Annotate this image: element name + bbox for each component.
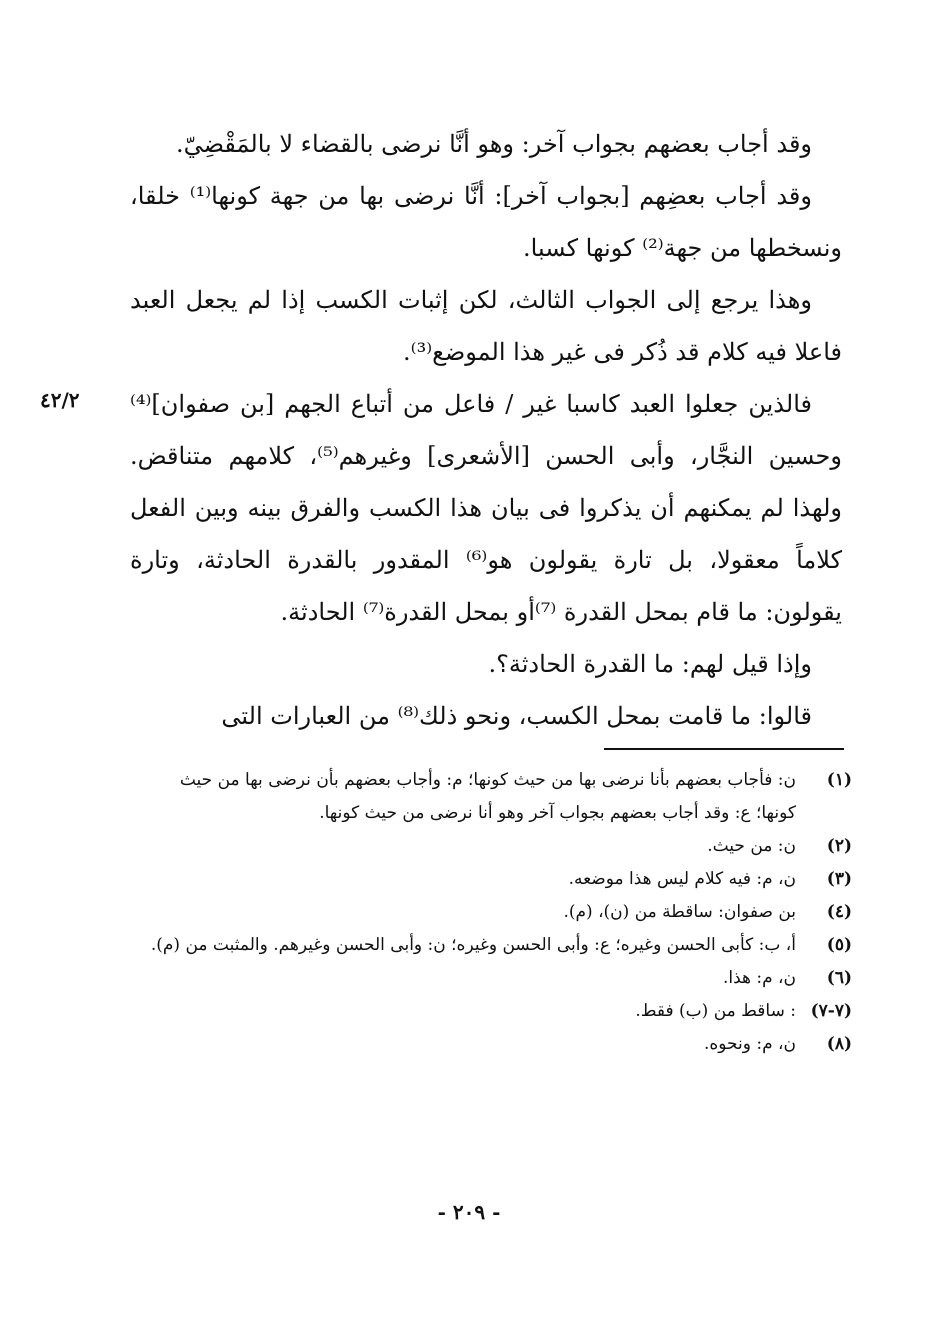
paragraph-4: فالذين جعلوا العبد كاسبا غير / فاعل من أتباع الجهم [بن صفوان]⁽⁴⁾ وحسين النجَّار، وأبى الحسن [الأشعرى] وغيرهم⁽⁵⁾، كلامهم متناقض. ولهذا لم يمكنهم أن يذكروا فى بيان هذا الكسب والفرق بينه وبين الفعل كلاماً معقولا، بل تارة يقولون هو⁽⁶⁾ المقدور بالقدرة الحادثة، وتارة يقولون: ما قام بمحل القدرة ⁽⁷⁾أو بمحل القدرة⁽⁷⁾ الحادثة. [130,390,843,626]
footnote-text: ن، م: فيه كلام ليس هذا موضعه. [568,869,796,889]
footnote-text: ن، م: ونحوه. [703,1034,796,1054]
footnote-text: ن: من حيث. [707,836,796,856]
main-text [130,118,842,742]
footnote-number: (٢) [826,836,852,856]
footnote [140,830,852,863]
footnote-number: (٣) [826,869,852,889]
footnote-number: (٦) [826,968,852,988]
footnote [140,962,852,995]
footnote-number: (٥) [826,935,852,955]
footnote-number: (٨) [826,1034,852,1054]
footnote [140,929,852,962]
paragraph-2: وقد أجاب بعضِهم [بجواب آخر]: أنَّا نرضى بها من جهة كونها⁽¹⁾ خلقا، ونسخطها من جهة⁽²⁾ كونها كسبا. [130,182,842,262]
paragraph-1: وقد أجاب بعضهم بجواب آخر: وهو أنَّا نرضى بالقضاء لا بالمَقْضِيّ. [175,130,812,158]
paragraph-6: قالوا: ما قامت بمحل الكسب، ونحو ذلك⁽⁸⁾ من العبارات التى [221,702,812,730]
footnote [140,764,852,830]
footnote-number: (٧-٧) [810,1001,852,1021]
footnote-text: ن، م: هذا. [722,968,796,988]
footnote-text: أ، ب: كأبى الحسن وغيره؛ ع: وأبى الحسن وغيره؛ ن: وأبى الحسن وغيرهم. والمثبت من (م). [150,935,796,955]
footnote-text: بن صفوان: ساقطة من (ن)، (م). [563,902,796,922]
footnote-number: (١) [826,770,852,790]
footnote [140,896,852,929]
footnote [140,863,852,896]
page-number: - ٢٠٩ - [437,1200,501,1224]
footnote-number: (٤) [826,902,852,922]
footnote-text: ن: فأجاب بعضهم بأنا نرضى بها من حيث كونها؛ م: وأجاب بعضهم بأن نرضى بها من حيث كونها؛ ع: وقد أجاب بعضهم بجواب آخر وهو أنا نرضى من حيث كونها. [179,770,796,823]
footnote [140,995,852,1028]
footnote-text: : ساقط من (ب) فقط. [635,1001,796,1021]
footnote-divider [604,748,844,750]
footnote [140,1028,852,1061]
paragraph-3: وهذا يرجع إلى الجواب الثالث، لكن إثبات الكسب إذا لم يجعل العبد فاعلا فيه كلام قد ذُكر فى غير هذا الموضع⁽³⁾. [130,286,842,366]
footnotes [140,764,852,1061]
margin-reference: ٤٢/٢ [40,388,80,412]
paragraph-5: وإذا قيل لهم: ما القدرة الحادثة؟. [488,650,812,678]
